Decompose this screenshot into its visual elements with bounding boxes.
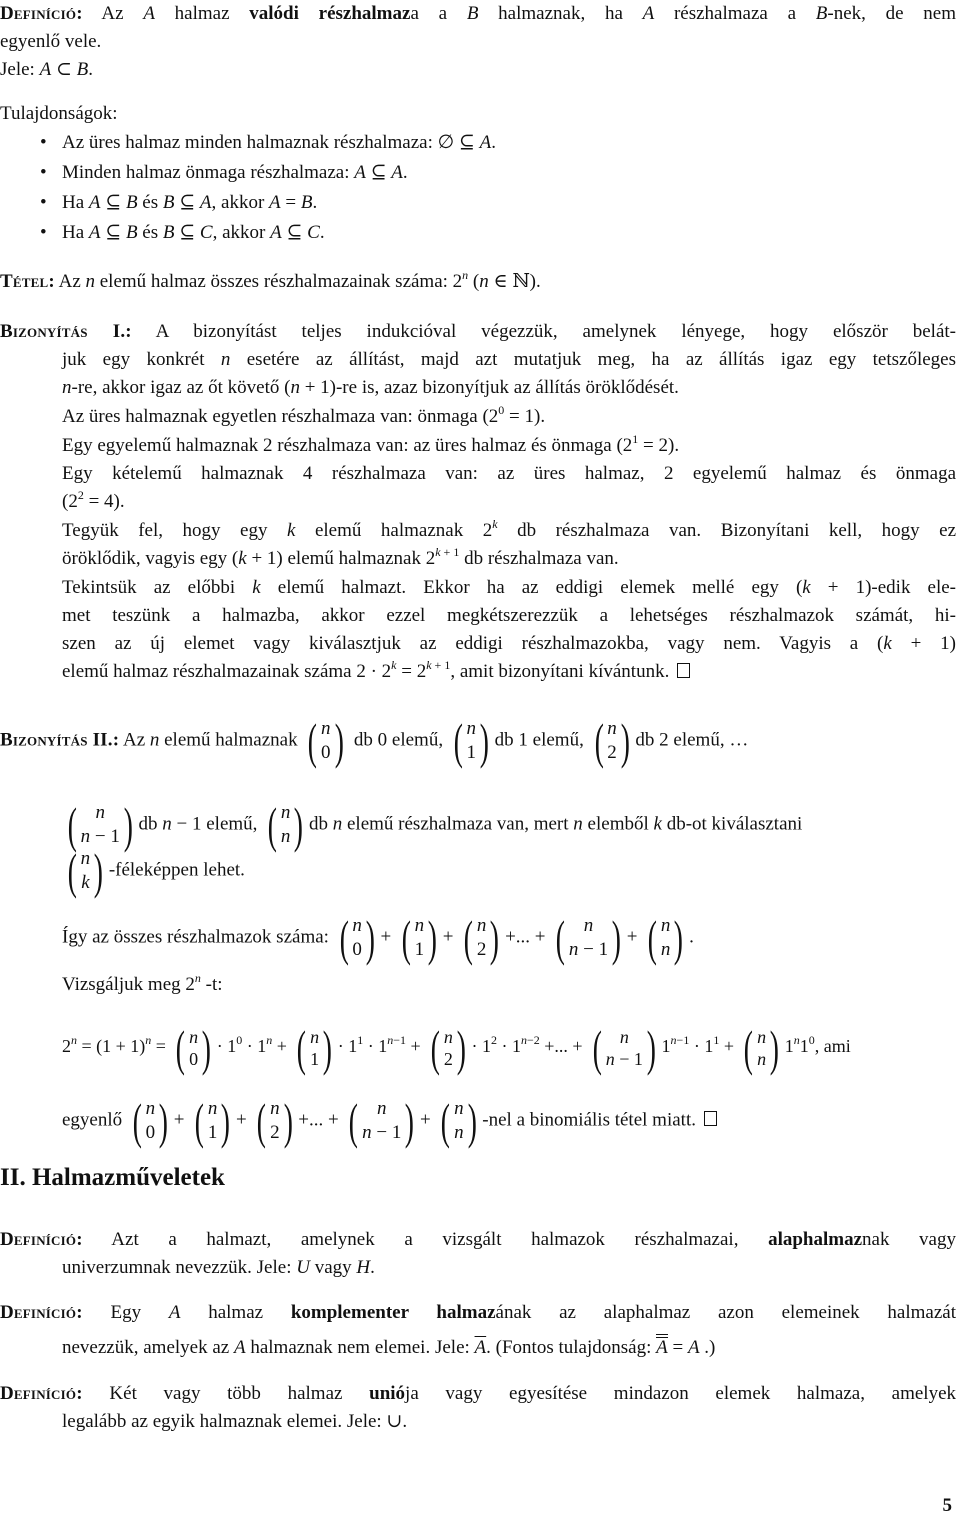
page-number: 5 — [942, 1495, 952, 1516]
theorem-label: Tétel: — [0, 271, 55, 292]
proof1-line12: szen az új elemet vagy kiválasztjuk az eddigi részhalmazokba, vagy nem. Vagyis a (k + 1) — [62, 633, 956, 654]
proof2-line2: ( n n − 1 ) db n − 1 elemű, ( n n ) db n elemű részhalmaza van, mert n elemből k db-ot kiválasztani — [62, 800, 802, 850]
qed-box-icon — [704, 1111, 717, 1126]
proof1-line5: Egy egyelemű halmaznak 2 részhalmaza van: az üres halmaz és önmaga $(2^1 = 2)$. — [62, 432, 680, 456]
binomial-coefficient: ( n n − 1 ) — [592, 1020, 656, 1076]
def-proper-notation: Jele: A ⊂ B. — [0, 59, 93, 80]
sum-intro: Így az összes részhalmazok száma: — [62, 926, 329, 948]
proof1-line2: juk egy konkrét n esetére az állítást, majd azt mutatjuk meg, ha az állítás igaz egy tetszőleges — [62, 349, 956, 370]
property-item-text: Az üres halmaz minden halmaznak részhalmaza: ∅ ⊆ A. — [62, 132, 496, 153]
def-universe-line1: Definíció: Azt a halmazt, amelynek a vizsgált halmazok részhalmazai, alaphalmaznak vagy — [0, 1229, 956, 1250]
def-universe-line2: univerzumnak nevezzük. Jele: U vagy H. — [62, 1257, 375, 1278]
bullet: • — [40, 192, 47, 213]
binomial-coefficient: ( n 1 ) — [297, 1020, 332, 1076]
def-union-line1: Definíció: Két vagy több halmaz uniója vagy egyesítése mindazon elemek halmaza, amelyek — [0, 1383, 956, 1404]
proof2-expansion: $2^n = (1 + 1)^n$ = ( n 0 ) · $1^0 \cdot 1^n$ + ( n 1 ) · $1^1 \cdot 1^{n-1}$ + ( n 2 ) · $1^2 \cdot 1^{n-2}$ +... + ( n n − 1 ) $1^{n-1} \cdot 1^1$ + ( n n ) $1^n1^0$, ami — [62, 1020, 851, 1076]
theorem: Tétel: Az n elemű halmaz összes részhalmazainak száma: 2$^n$ (n ∈ ℕ). — [0, 268, 541, 292]
section-heading: II. Halmazműveletek — [0, 1164, 225, 1191]
binomial-coefficient: ( n 0 ) — [176, 1020, 212, 1076]
binomial-coefficient: ( n n ) — [647, 910, 684, 966]
binomial-coefficient: ( n 2 ) — [430, 1020, 466, 1076]
proof1-line4: Az üres halmaznak egyetlen részhalmaza van: önmaga $(2^0 = 1)$. — [62, 403, 546, 427]
binomial-coefficient: ( n n − 1 ) — [555, 910, 622, 966]
definition-label: Definíció: — [0, 1302, 83, 1323]
binomial-coefficient: ( n 1 ) — [453, 713, 489, 769]
ways-text: -féleképpen lehet. — [108, 859, 245, 881]
binomial-coefficient: ( n n − 1 ) — [67, 797, 133, 853]
proof2-check: Vizsgáljuk meg 2$^n$ -t: — [62, 971, 223, 995]
proof1-line1: Bizonyítás I.: A bizonyítást teljes indukcióval végezzük, amelynek lényege, hogy először belát- — [0, 321, 956, 342]
definition-label: Definíció: — [0, 1383, 83, 1404]
binomial-coefficient: ( n 0 ) — [339, 910, 375, 966]
property-item-text: Minden halmaz önmaga részhalmaza: A ⊆ A. — [62, 162, 408, 183]
proof2-line1: Bizonyítás II.: Az n elemű halmaznak ( n 0 ) db 0 elemű, ( n 1 ) db 1 elemű, ( n 2 ) db 2 elemű, … — [0, 713, 749, 769]
equals-word: egyenlő — [62, 1109, 123, 1131]
proof2-label: Bizonyítás II.: — [0, 729, 120, 751]
binomial-coefficient: ( n 2 ) — [257, 1093, 293, 1149]
binomial-coefficient: ( n 0 ) — [308, 713, 344, 769]
def-complement-line2: nevezzük, amelyek az A halmaznak nem elemei. Jele: $\overline{A}$. (Fontos tulajdonság: A = A .) — [62, 1337, 716, 1358]
def-proper-line2: egyenlő vele. — [0, 31, 102, 52]
proof2-line3 — [62, 843, 245, 899]
property-item-text: Ha A ⊆ B és B ⊆ C, akkor A ⊆ C. — [62, 222, 325, 243]
binomial-coefficient: ( n n ) — [744, 1020, 780, 1076]
property-item: • — [40, 132, 47, 153]
bullet: • — [40, 162, 47, 183]
proof1-line11: met teszünk a halmazba, akkor ezzel megkétszerezzük a lehetséges részhalmazok számát, hi- — [62, 605, 956, 626]
proof1-line10: Tekintsük az előbbi k elemű halmazt. Ekkor ha az eddigi elemek mellé egy (k + 1)-edik ele- — [62, 577, 956, 598]
proof1-line6: Egy kételemű halmaznak 4 részhalmaza van: az üres halmaz, 2 egyelemű halmaz és önmaga — [62, 463, 956, 484]
binomial-coefficient: ( n 2 ) — [463, 910, 500, 966]
proof1-line3: n-re, akkor igaz az őt követő (n + 1)-re is, azaz bizonyítjuk az állítás öröklődését. — [62, 377, 679, 398]
proof2-sum: Így az összes részhalmazok száma: ( n 0 ) + ( n 1 ) + ( n 2 ) +... + ( n n − 1 ) + ( n n ) . — [62, 910, 694, 966]
binomial-coefficient: ( n n ) — [441, 1093, 477, 1149]
properties-title: Tulajdonságok: — [0, 103, 118, 124]
binomial-coefficient: ( n 2 ) — [594, 713, 630, 769]
property-item-text: Ha A ⊆ B és B ⊆ A, akkor A = B. — [62, 192, 318, 213]
binomial-coefficient: ( n 1 ) — [194, 1093, 231, 1149]
binomial-tail: -nel a binomiális tétel miatt. — [482, 1109, 696, 1131]
proof2-equals: egyenlő ( n 0 ) + ( n 1 ) + ( n 2 ) +... + ( n n − 1 ) + ( n n ) -nel a binomiális tétel miatt. — [62, 1096, 717, 1146]
proof1-line9: öröklődik, vagyis egy (k + 1) elemű halmaznak $2^{k + 1}$ db részhalmaza van. — [62, 545, 619, 569]
proof1-label: Bizonyítás I.: — [0, 321, 132, 342]
proof1-line7: $(2^2 = 4)$. — [62, 488, 125, 512]
binomial-coefficient: ( n 0 ) — [132, 1093, 168, 1149]
proof1-line13: elemű halmaz részhalmazainak száma $2 \cdot 2^k = 2^{k + 1}$, amit bizonyítani kívántunk. — [62, 662, 690, 681]
def-complement-line1: Definíció: Egy A halmaz komplementer halmazának az alaphalmaz azon elemeinek halmazát — [0, 1302, 956, 1323]
binomial-coefficient: ( n 1 ) — [401, 910, 438, 966]
binomial-coefficient: ( n n ) — [267, 797, 304, 853]
binomial-coefficient: ( n n − 1 ) — [349, 1093, 415, 1149]
def-proper-line1: Definíció: Az A halmaz valódi részhalmaza a B halmaznak, ha A részhalmaza a B-nek, de nem — [0, 3, 957, 24]
definition-label: Definíció: — [0, 3, 83, 24]
binomial-coefficient: ( n k ) — [67, 843, 104, 899]
bullet: • — [40, 222, 47, 243]
proof1-line8: Tegyük fel, hogy egy k elemű halmaznak 2$^k$ db részhalmaza van. Bizonyítani kell, hogy ez — [62, 517, 957, 541]
qed-box-icon — [677, 663, 690, 678]
def-union-line2: legalább az egyik halmaznak elemei. Jele: ∪. — [62, 1411, 408, 1432]
definition-label: Definíció: — [0, 1229, 83, 1250]
